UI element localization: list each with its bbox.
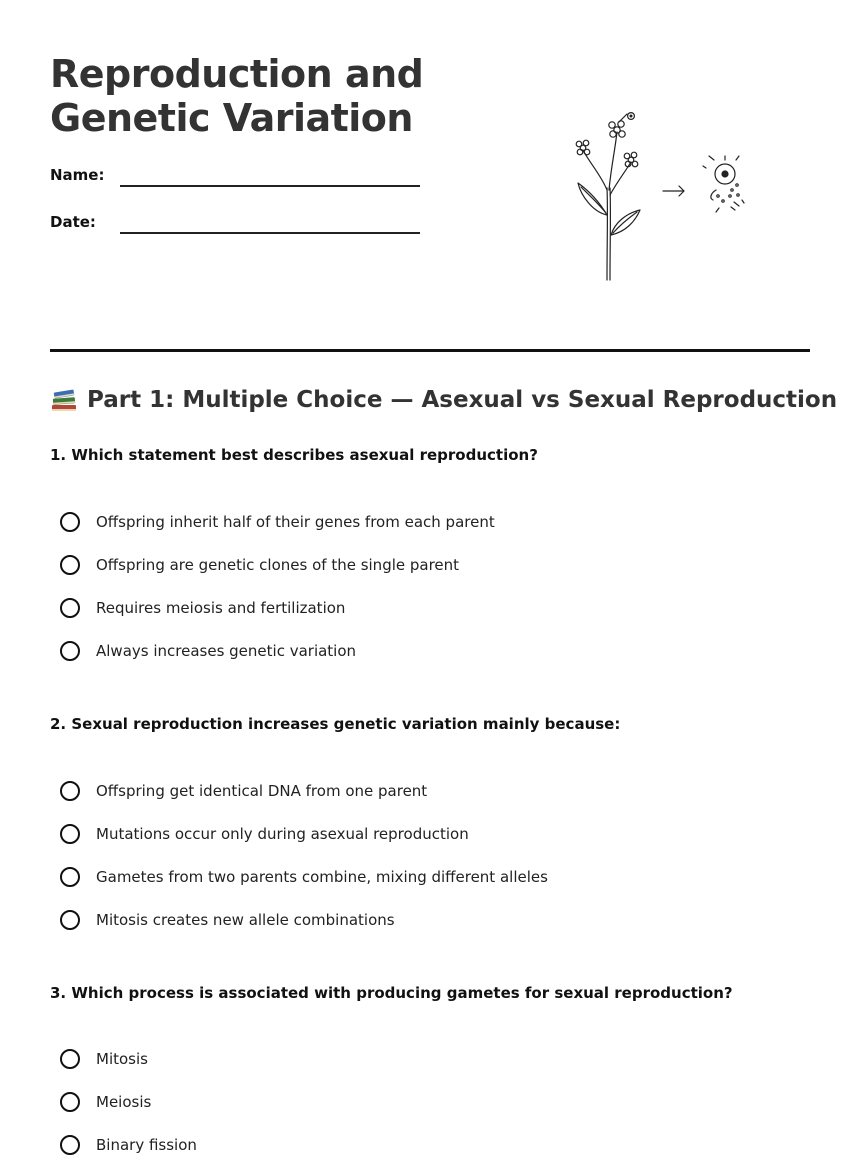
q1-option-a[interactable] (60, 500, 495, 543)
q3-option-c[interactable] (60, 1123, 197, 1161)
q2-option-a[interactable] (60, 769, 548, 812)
reproduction-illustration (535, 50, 795, 290)
q2-option-b[interactable] (60, 812, 548, 855)
question-1-options (60, 500, 495, 672)
arrow-right-icon (663, 186, 684, 196)
option-label: Offspring inherit half of their genes from each parent (96, 512, 495, 531)
question-2-options (60, 769, 548, 941)
radio-button[interactable] (60, 910, 80, 930)
option-label: Mutations occur only during asexual reproduction (96, 824, 469, 843)
worksheet-title (50, 52, 470, 140)
radio-button[interactable] (60, 641, 80, 661)
question-1-prompt: 1. Which statement best describes asexual reproduction? (50, 446, 538, 464)
radio-button[interactable] (60, 824, 80, 844)
option-label: Offspring get identical DNA from one parent (96, 781, 428, 800)
radio-button[interactable] (60, 1092, 80, 1112)
option-label: Always increases genetic variation (96, 641, 357, 660)
flowering-plant-icon (576, 113, 640, 280)
date-line[interactable] (120, 232, 420, 234)
radio-button[interactable] (60, 1049, 80, 1069)
name-line[interactable] (120, 185, 420, 187)
radio-button[interactable] (60, 781, 80, 801)
radio-button[interactable] (60, 555, 80, 575)
q1-option-d[interactable] (60, 629, 495, 672)
option-label: Requires meiosis and fertilization (96, 598, 346, 617)
option-label: Binary fission (96, 1135, 197, 1154)
question-3-prompt: 3. Which process is associated with producing gametes for sexual reproduction? (50, 984, 733, 1002)
title-line-2: Genetic Variation (50, 96, 413, 140)
radio-button[interactable] (60, 512, 80, 532)
date-field (50, 213, 420, 237)
q3-option-a[interactable] (60, 1037, 197, 1080)
q1-option-c[interactable] (60, 586, 495, 629)
books-icon (50, 386, 78, 414)
radio-button[interactable] (60, 867, 80, 887)
part1-heading-text: Part 1: Multiple Choice — Asexual vs Sexual Reproduction (87, 387, 838, 413)
option-label: Meiosis (96, 1092, 152, 1111)
radio-button[interactable] (60, 598, 80, 618)
q2-option-d[interactable] (60, 898, 548, 941)
option-label: Mitosis creates new allele combinations (96, 910, 395, 929)
name-field (50, 166, 420, 190)
question-2-prompt: 2. Sexual reproduction increases genetic variation mainly because: (50, 715, 621, 733)
date-label: Date: (50, 213, 96, 231)
title-line-1: Reproduction and (50, 52, 424, 96)
q2-option-c[interactable] (60, 855, 548, 898)
q1-option-b[interactable] (60, 543, 495, 586)
option-label: Gametes from two parents combine, mixing different alleles (96, 867, 548, 886)
q3-option-b[interactable] (60, 1080, 197, 1123)
option-label: Offspring are genetic clones of the single parent (96, 555, 460, 574)
part1-heading (50, 386, 837, 414)
name-label: Name: (50, 166, 105, 184)
radio-button[interactable] (60, 1135, 80, 1155)
section-divider (50, 349, 810, 352)
question-3-options (60, 1037, 197, 1161)
option-label: Mitosis (96, 1049, 148, 1068)
cell-dividing-icon (703, 156, 744, 212)
